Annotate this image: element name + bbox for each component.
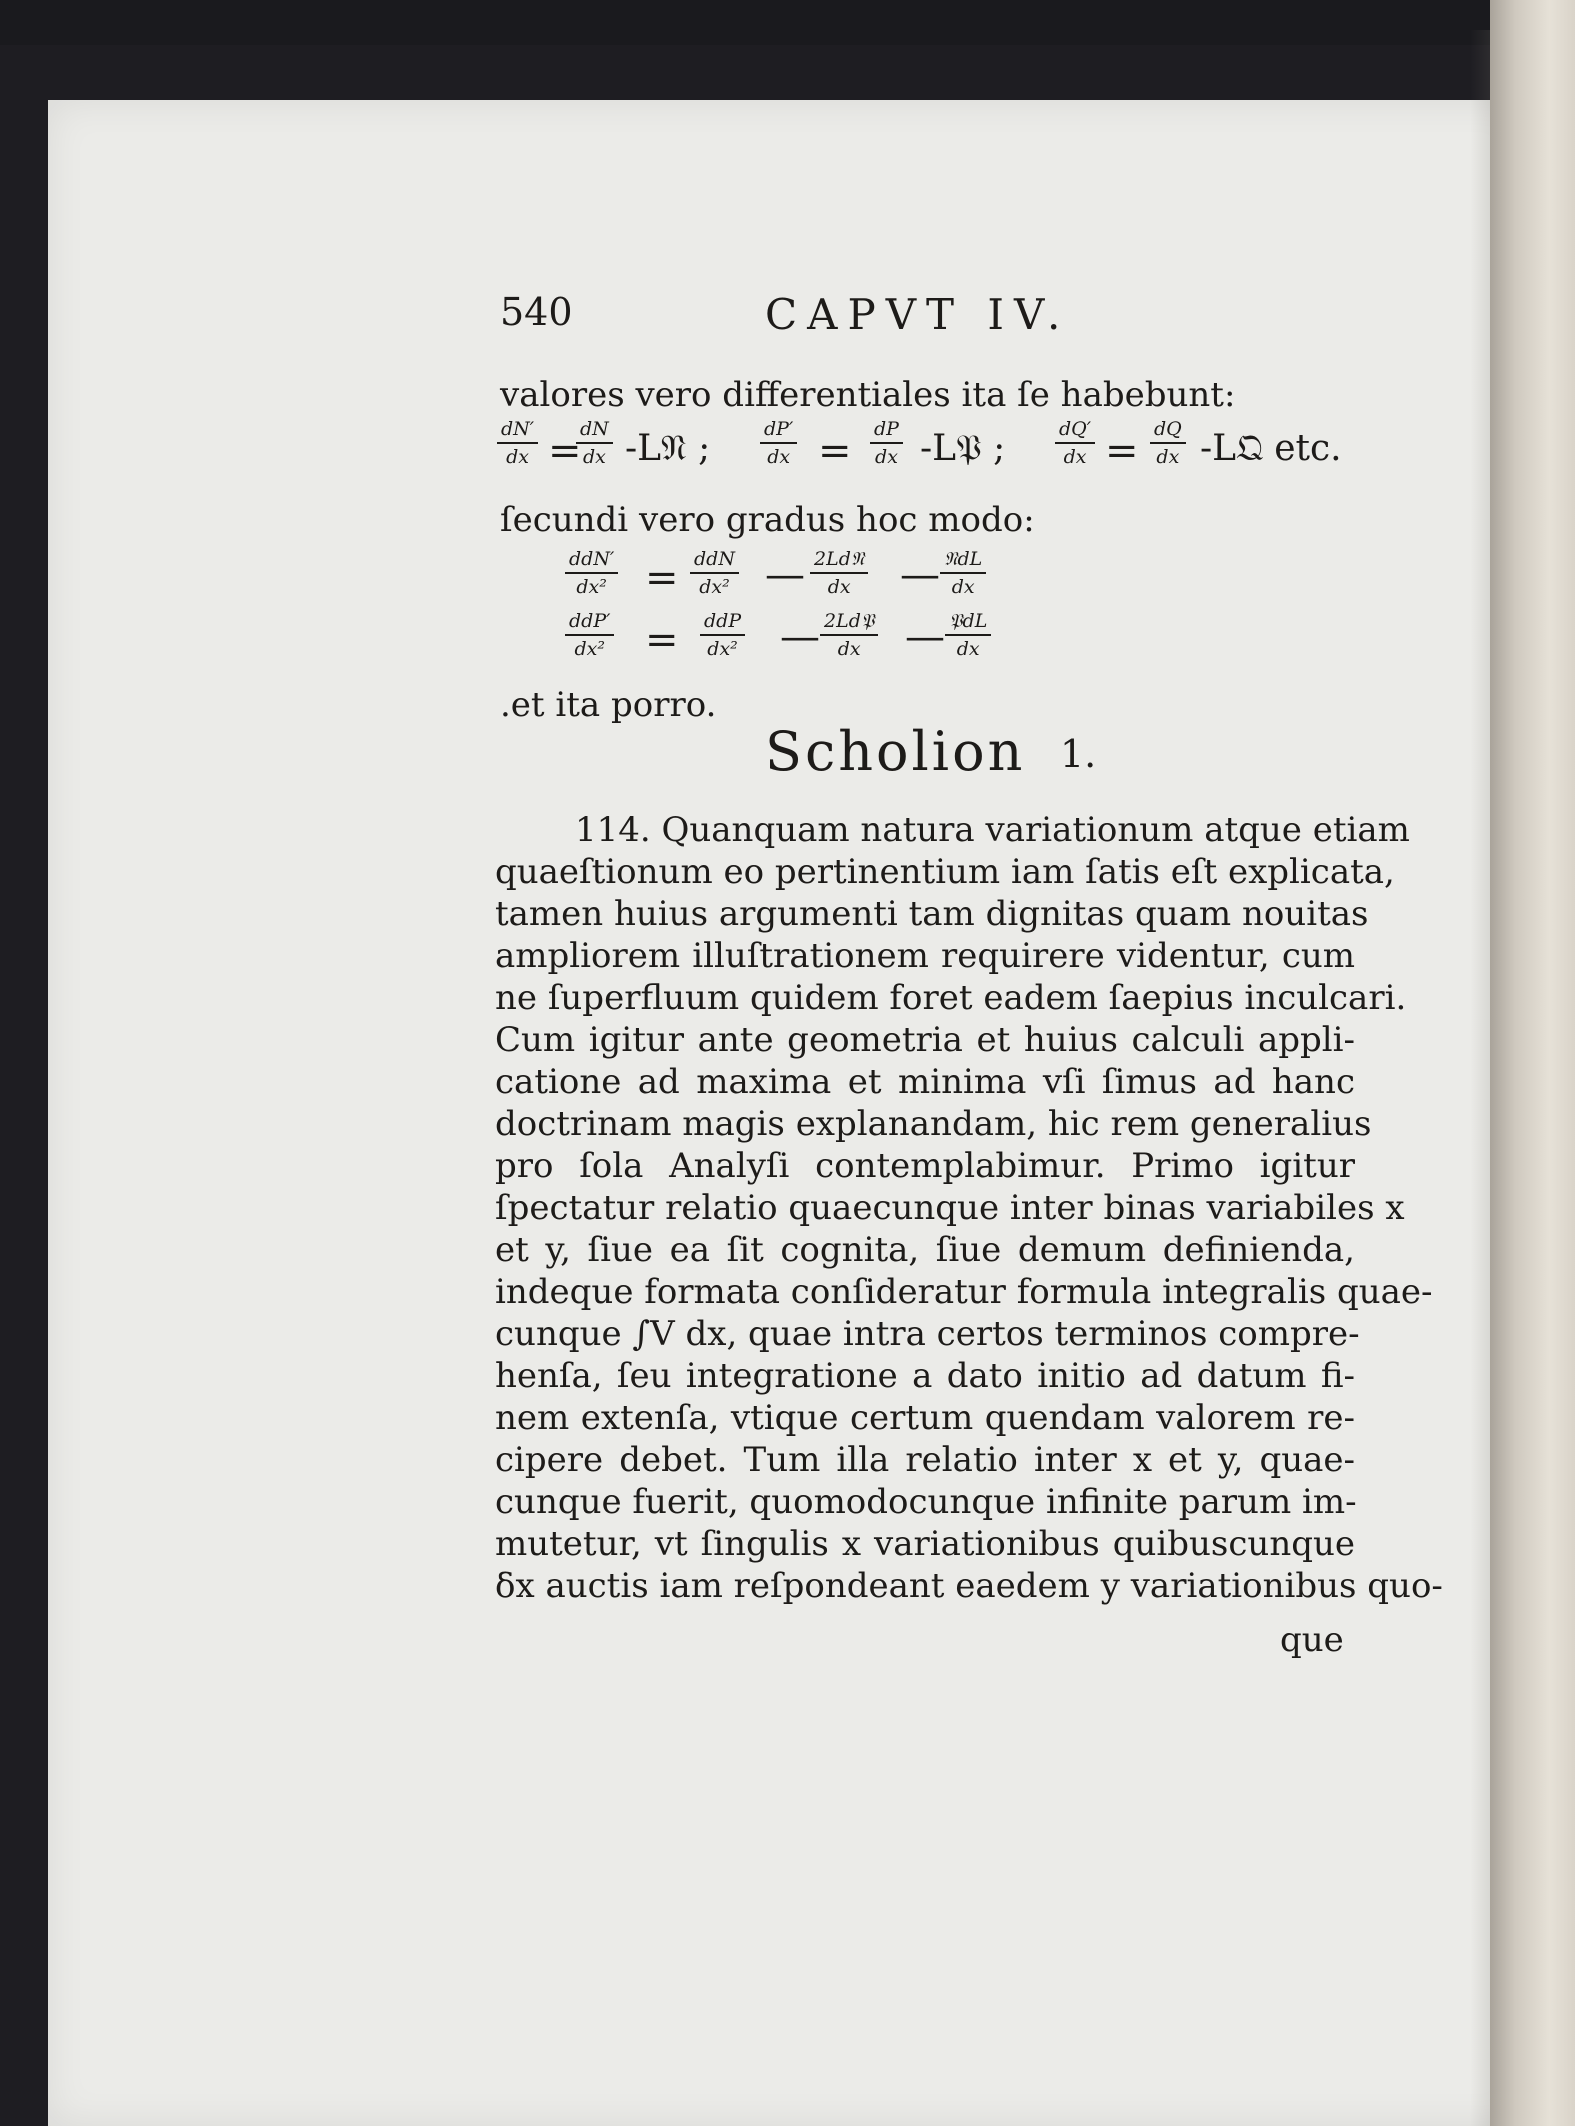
- body-line: 114. Quanquam natura variationum atque etiam: [575, 810, 1410, 850]
- fraction: 𝔑dL dx: [940, 548, 986, 598]
- fraction: $\frac{dP'}{dx}$: [760, 418, 797, 468]
- body-line: ne ſuperfluum quidem foret eadem ſaepius inculcari.: [495, 978, 1407, 1018]
- body-line: doctrinam magis explanandam, hic rem generalius: [495, 1104, 1372, 1144]
- minus-sign: —: [780, 614, 820, 660]
- second-intro-line: ſecundi vero gradus hoc modo:: [500, 500, 1035, 540]
- fraction: $\frac{dN}{dx}$: [576, 418, 613, 468]
- fraction: 𝔓dL dx: [945, 610, 991, 660]
- page-header: [500, 290, 1120, 350]
- fraction: 2Ld𝔓 dx: [820, 610, 878, 660]
- catchword: que: [1280, 1620, 1344, 1660]
- body-line: catione ad maxima et minima vſi ſimus ad hanc: [495, 1062, 1355, 1102]
- term: -L𝔑 ;: [625, 428, 711, 469]
- equals-sign: =: [1105, 428, 1139, 474]
- body-line: pro ſola Analyſi contemplabimur. Primo igitur: [495, 1146, 1355, 1186]
- body-line: cipere debet. Tum illa relatio inter x et y, quae-: [495, 1440, 1355, 1480]
- fraction: ddN dx²: [690, 548, 739, 598]
- intro-line: valores vero differentiales ita ſe habebunt:: [500, 375, 1236, 415]
- running-head: CAPVT IV.: [765, 290, 1071, 339]
- equals-sign: =: [818, 428, 852, 474]
- fraction: ddN′ dx²: [565, 548, 618, 598]
- body-line: et y, ſiue ea ſit cognita, ſiue demum definienda,: [495, 1230, 1355, 1270]
- binding-dark-edge: [0, 0, 1575, 45]
- minus-sign: —: [765, 552, 805, 598]
- fraction: $\frac{dN'}{dx}$: [497, 418, 538, 468]
- section-number: 1.: [1060, 732, 1097, 776]
- term: -L𝔓 ;: [920, 428, 1006, 469]
- body-line: henſa, ſeu integratione a dato initio ad datum fi-: [495, 1356, 1355, 1396]
- fraction: ddP dx²: [700, 610, 745, 660]
- body-line: δx auctis iam reſpondeant eaedem y variationibus quo-: [495, 1566, 1443, 1606]
- fraction: $\frac{dQ'}{dx}$: [1055, 418, 1095, 468]
- et-ita-porro: .et ita porro.: [500, 685, 717, 725]
- equals-sign: =: [645, 555, 679, 601]
- equals-sign: =: [548, 428, 582, 474]
- body-line: cunque ∫V dx, quae intra certos terminos compre-: [495, 1314, 1360, 1354]
- fraction: 2Ld𝔑 dx: [810, 548, 868, 598]
- body-line: Cum igitur ante geometria et huius calculi appli-: [495, 1020, 1355, 1060]
- body-line: quaeſtionum eo pertinentium iam ſatis eſt explicata,: [495, 852, 1395, 892]
- body-line: cunque fuerit, quomodocunque infinite parum im-: [495, 1482, 1357, 1522]
- section-title: Scholion: [765, 720, 1026, 783]
- equals-sign: =: [645, 617, 679, 663]
- minus-sign: —: [905, 614, 945, 660]
- page-number: 540: [500, 290, 573, 334]
- term: -L𝔔 etc.: [1200, 428, 1342, 469]
- body-line: ampliorem illuſtrationem requirere videntur, cum: [495, 936, 1355, 976]
- minus-sign: —: [900, 552, 940, 598]
- fraction: ddP′ dx²: [565, 610, 614, 660]
- body-line: nem extenſa, vtique certum quendam valorem re-: [495, 1398, 1355, 1438]
- body-line: ſpectatur relatio quaecunque inter binas variabiles x: [495, 1188, 1405, 1228]
- body-line: tamen huius argumenti tam dignitas quam nouitas: [495, 894, 1369, 934]
- adjacent-page-edges: [1490, 0, 1575, 2126]
- fraction: $\frac{dP}{dx}$: [870, 418, 903, 468]
- body-line: indeque formata conſideratur formula integralis quae-: [495, 1272, 1433, 1312]
- body-line: mutetur, vt ſingulis x variationibus quibuscunque: [495, 1524, 1355, 1564]
- fraction: $\frac{dQ}{dx}$: [1150, 418, 1186, 468]
